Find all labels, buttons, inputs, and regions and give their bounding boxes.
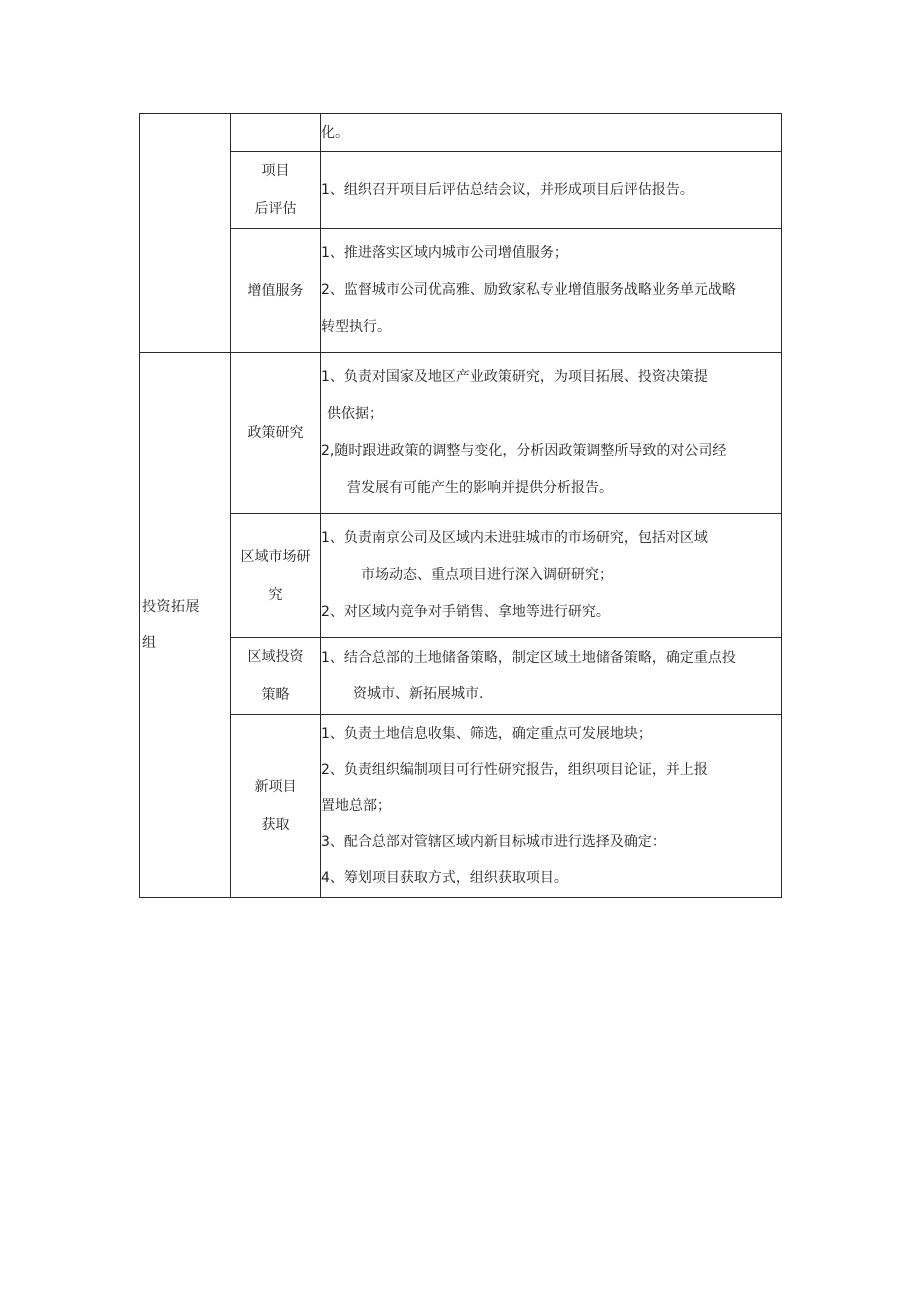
duty-description [321,114,782,152]
table-row [140,715,782,898]
sub-item-regional-investment-strategy [231,638,321,715]
sub-item-value-added-service [231,229,321,353]
group-label: 投资拓展 [142,599,200,615]
duties-table [139,113,782,898]
sub-cell-empty [231,114,321,152]
duty-line: 1、推进落实区域内城市公司增值服务； [321,245,568,261]
duty-line: 1、负责南京公司及区域内未进驻城市的市场研究，包括对区域 [321,530,708,546]
sub-item-policy-research [231,353,321,514]
duty-line: 置地总部； [321,798,391,814]
sub-item-label: 新项目 [254,779,297,795]
duty-description [321,353,782,514]
duty-line: 4、筹划项目获取方式，组织获取项目。 [321,870,568,886]
sub-item-label: 获取 [261,817,290,833]
group-label: 组 [142,635,157,651]
table-row [140,229,782,353]
duty-line: 1、组织召开项目后评估总结会议，并形成项目后评估报告。 [321,181,694,198]
duty-line: 3、配合总部对管辖区域内新目标城市进行选择及确定： [321,834,666,850]
sub-item-post-evaluation [231,152,321,229]
group-cell-empty [140,114,231,353]
sub-item-label: 政策研究 [247,425,304,441]
table-row [140,514,782,638]
duty-line: 化。 [321,124,349,141]
duty-line: 1、负责对国家及地区产业政策研究，为项目拓展、投资决策提 [321,369,708,385]
sub-item-label: 区域投资 [247,649,304,665]
duty-line: 2、监督城市公司优高雅、励致家私专业增值服务战略业务单元战略 [321,282,736,298]
duty-description [321,152,782,229]
duty-line: 2、负责组织编制项目可行性研究报告，组织项目论证，并上报 [321,762,708,778]
sub-item-label: 项目 [261,163,290,179]
table-row [140,638,782,715]
group-investment-expansion [140,353,231,898]
duty-line: 供依据； [327,406,383,422]
duty-line: 资城市、新拓展城市. [353,686,484,702]
sub-item-regional-market-research [231,514,321,638]
duty-line: 转型执行。 [321,319,391,335]
duty-description [321,514,782,638]
duty-description [321,638,782,715]
duty-line: 2,随时跟进政策的调整与变化，分析因政策调整所导致的对公司经 [321,443,727,459]
sub-item-label: 究 [268,586,283,603]
duty-line: 2、对区域内竞争对手销售、拿地等进行研究。 [321,604,610,620]
sub-item-label: 增值服务 [247,282,304,299]
sub-item-label: 区域市场研 [240,548,311,565]
table-row [140,114,782,152]
sub-item-label: 后评估 [254,201,297,217]
sub-item-new-project-acquisition [231,715,321,898]
duty-description [321,229,782,353]
duty-line: 1、结合总部的土地储备策略，制定区域土地储备策略，确定重点投 [321,650,736,666]
table-row [140,152,782,229]
duty-line: 营发展有可能产生的影响并提供分析报告。 [347,480,613,496]
duty-line: 1、负责土地信息收集、筛选，确定重点可发展地块； [321,726,652,742]
table-row [140,353,782,514]
duty-line: 市场动态、重点项目进行深入调研研究； [361,567,613,583]
sub-item-label: 策略 [261,687,290,703]
duty-description [321,715,782,898]
